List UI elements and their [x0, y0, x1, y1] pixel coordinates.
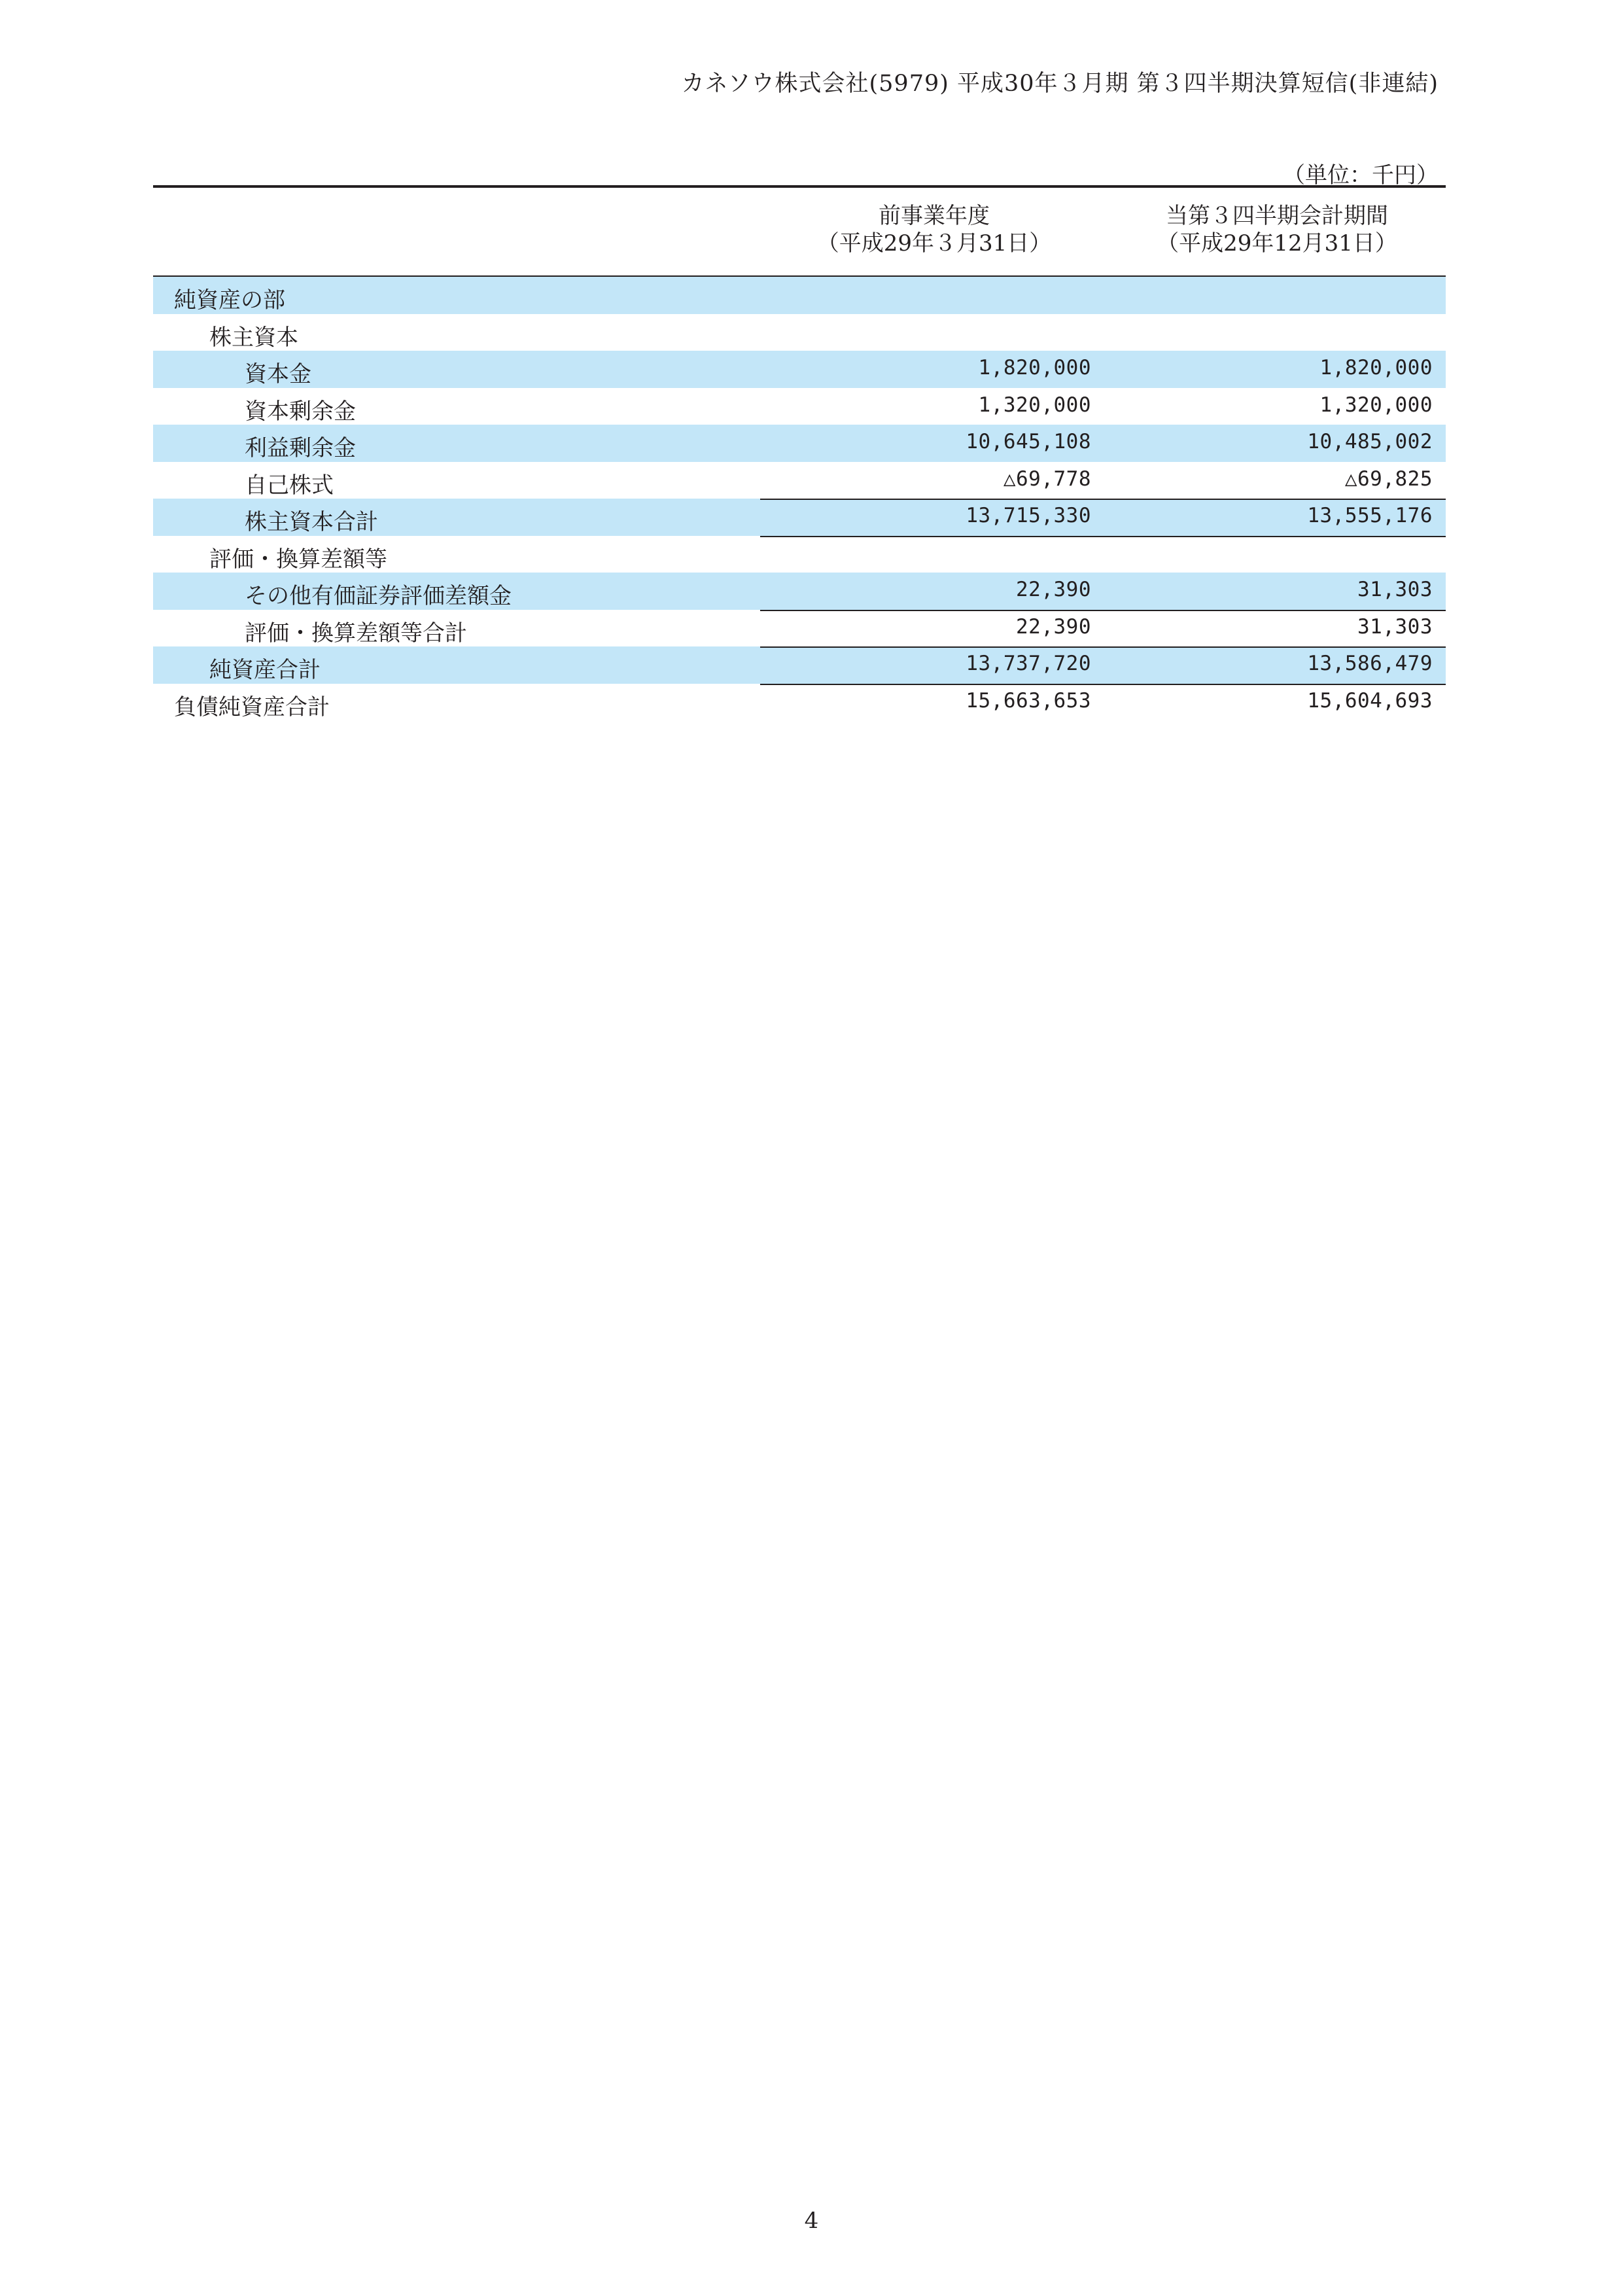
table-row-capital-surplus — [153, 388, 1446, 425]
row-label: 資本金 — [245, 361, 311, 387]
value-current-quarter: 13,586,479 — [1307, 652, 1433, 675]
value-current-quarter: 13,555,176 — [1307, 504, 1433, 527]
value-previous-year: 10,645,108 — [966, 430, 1091, 453]
value-previous-year: 13,737,720 — [966, 652, 1091, 675]
value-previous-year: 22,390 — [1016, 614, 1091, 639]
unit-label: （単位：千円） — [1283, 162, 1439, 188]
column-header-current-quarter-title: 当第３四半期会計期間 — [1166, 203, 1388, 229]
row-label: 資本剰余金 — [245, 398, 356, 425]
table-row-securities-valuation-difference — [153, 573, 1446, 610]
column-header-previous-year — [760, 202, 1108, 257]
value-previous-year: △69,778 — [1003, 467, 1091, 491]
table-row-valuation-adjustments — [153, 536, 1446, 573]
row-label: 純資産合計 — [209, 657, 321, 683]
row-label: 純資産の部 — [174, 287, 285, 313]
balance-sheet-table — [153, 185, 1446, 720]
row-label: 自己株式 — [245, 472, 334, 499]
column-header-row — [153, 188, 1446, 277]
value-current-quarter: 31,303 — [1357, 614, 1433, 639]
value-previous-year: 22,390 — [1016, 578, 1091, 601]
column-header-current-quarter-date: （平成29年12月31日） — [1157, 230, 1397, 256]
row-label: 評価・換算差額等 — [209, 546, 387, 573]
row-label: 株主資本合計 — [245, 509, 378, 535]
column-header-current-quarter — [1108, 202, 1446, 257]
table-row-total-net-assets — [153, 646, 1446, 684]
value-previous-year: 1,320,000 — [978, 393, 1091, 417]
row-label: 評価・換算差額等合計 — [245, 620, 467, 646]
table-row-shareholders-equity — [153, 314, 1446, 351]
value-current-quarter: △69,825 — [1344, 467, 1433, 491]
table-row-total-valuation-adjustments — [153, 610, 1446, 647]
row-label: 利益剰余金 — [245, 435, 356, 461]
value-current-quarter: 31,303 — [1357, 578, 1433, 601]
table-row-treasury-stock — [153, 462, 1446, 499]
value-previous-year: 1,820,000 — [978, 356, 1091, 380]
table-row-total-shareholders-equity — [153, 499, 1446, 536]
row-label: 株主資本 — [209, 324, 298, 351]
value-previous-year: 15,663,653 — [966, 688, 1091, 713]
column-header-previous-year-date: （平成29年３月31日） — [816, 230, 1052, 256]
column-header-previous-year-title: 前事業年度 — [879, 203, 990, 229]
table-row-total-liabilities-and-net-assets — [153, 684, 1446, 721]
value-previous-year: 13,715,330 — [966, 504, 1091, 527]
document-header: カネソウ株式会社(5979) 平成30年３月期 第３四半期決算短信(非連結) — [681, 71, 1439, 97]
page-number: 4 — [804, 2208, 819, 2234]
value-current-quarter: 1,820,000 — [1319, 356, 1433, 380]
row-label: 負債純資産合計 — [174, 694, 330, 720]
table-row-capital-stock — [153, 351, 1446, 388]
value-current-quarter: 15,604,693 — [1307, 688, 1433, 713]
table-row-retained-earnings — [153, 425, 1446, 462]
row-label: その他有価証券評価差額金 — [245, 583, 512, 609]
table-row-net-assets-section — [153, 277, 1446, 314]
value-current-quarter: 1,320,000 — [1319, 393, 1433, 417]
value-current-quarter: 10,485,002 — [1307, 430, 1433, 453]
